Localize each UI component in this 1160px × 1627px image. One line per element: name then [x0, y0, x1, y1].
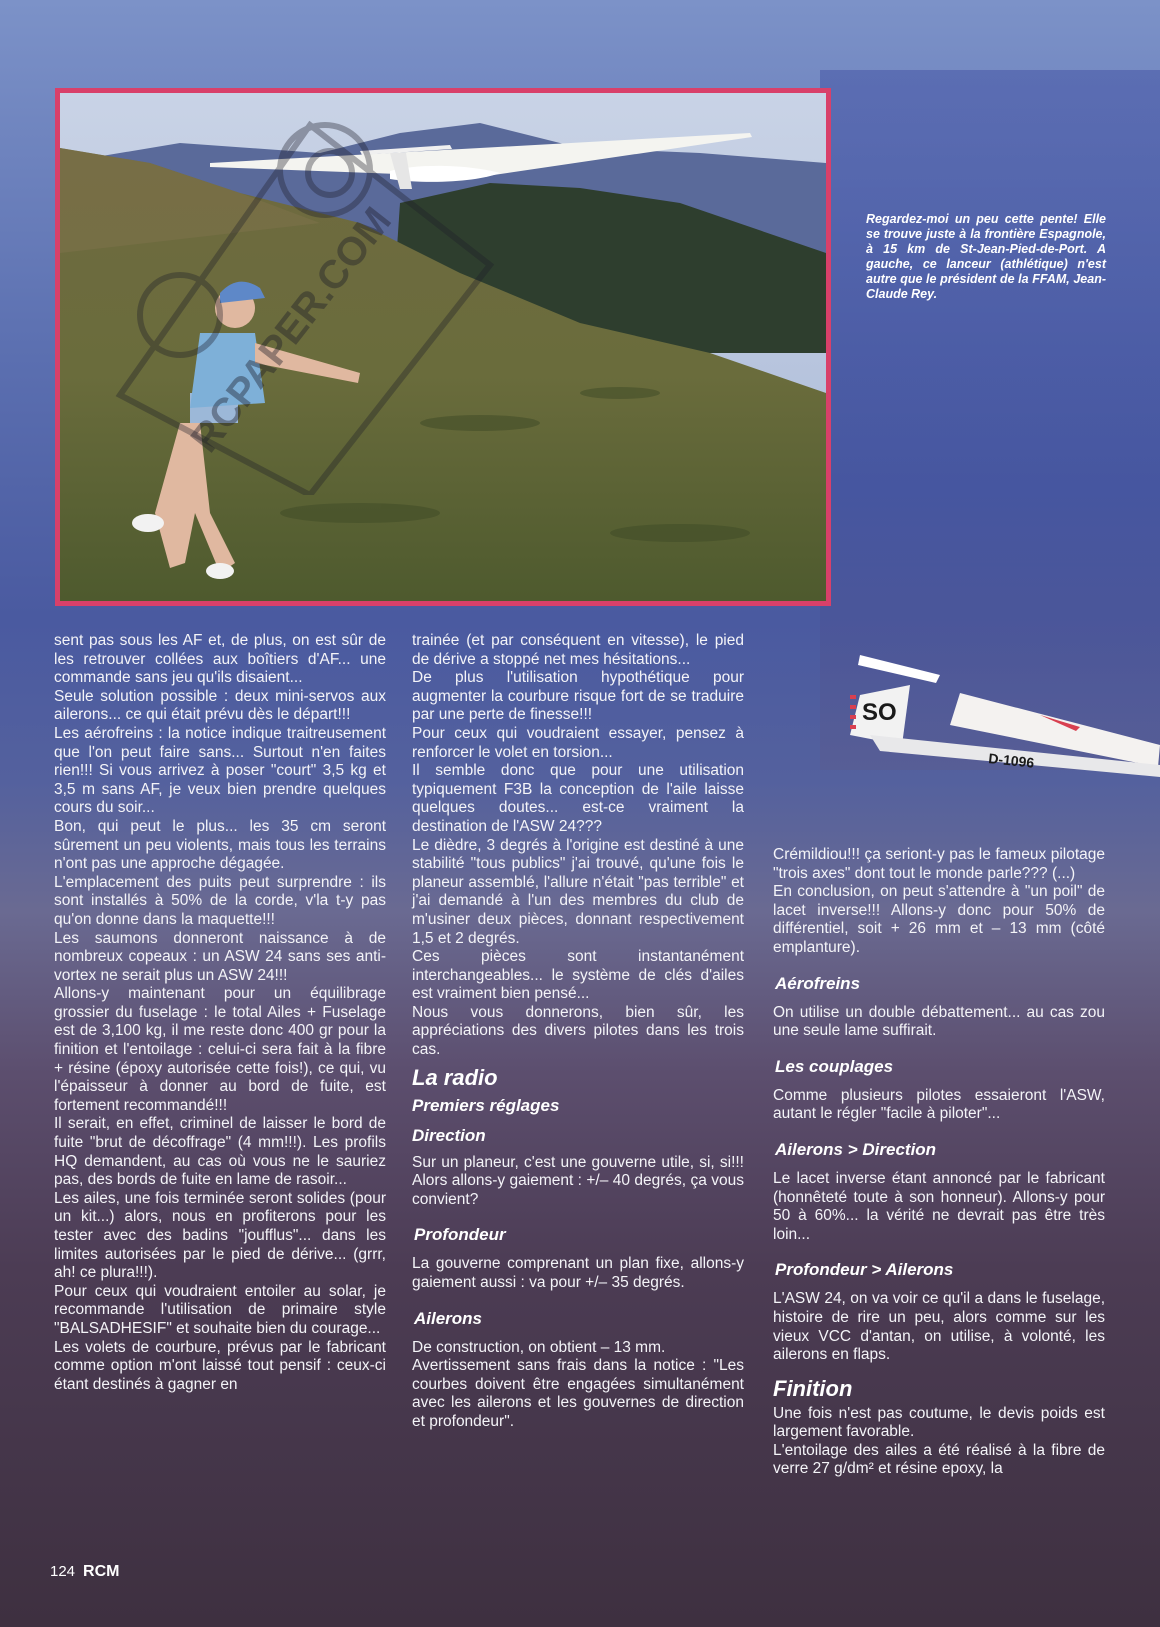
paragraph: De construction, on obtient – 13 mm.	[412, 1338, 666, 1356]
paragraph: Ces pièces sont instantanément interchangeables... le système de clés d'ailes est vraiment bien pensé...	[412, 948, 744, 1003]
paragraph: L'ASW 24, on va voir ce qu'il a dans le fuselage, histoire de rire un peu, alors comme sur les vieux VCC d'antan, on utilise, à volonté, les ailerons en flaps.	[773, 1290, 1105, 1364]
watermark-text: RCPAPER.COM	[182, 199, 400, 461]
paragraph: Il semble donc que pour une utilisation typiquement F3B la conception de l'aile laisse quelques doutes... est-ce vraiment la destination de l'ASW 24???	[412, 762, 744, 835]
paragraph: Bon, qui peut le plus... les 35 cm seront sûrement un peu violents, mais tous les terrains n'ont pas une approche dégagée.	[54, 817, 386, 873]
paragraph: Sur un planeur, c'est une gouverne utile, si, si!!! Alors allons-y gaiement : +/– 40 degrés, ça vous convient?	[412, 1153, 744, 1208]
text-column-2	[412, 632, 744, 1432]
subheading-premiers-reglages: Premiers réglages	[412, 1095, 560, 1115]
paragraph: En conclusion, on peut s'attendre à "un poil" de lacet inverse!!! Allons-y donc pour 50% de différentiel, soit + 26 mm et – 13 mm (côté emplanture).	[773, 883, 1105, 956]
magazine-name: RCM	[83, 1563, 120, 1580]
paragraph: L'emplacement des puits peut surprendre : ils sont installés à 50% de la corde, v'la t-y pas qu'on donne dans la maquette!!!	[54, 873, 386, 928]
subheading-les-couplages: Les couplages	[775, 1056, 894, 1076]
glider-fin-code: SO	[862, 699, 897, 726]
paragraph: Les ailes, une fois terminée seront solides (pour un kit...) alors, nous en profiterons pour les tester avec des badins "joufflus"... dans les limites autorisées par le pied de dérive... (grrr, ah! ce plura!!!).	[54, 1189, 386, 1282]
section-heading-la-radio: La radio	[412, 1064, 498, 1090]
paragraph: Nous vous donnerons, bien sûr, les appréciations des divers pilotes dans les trois cas.	[412, 1003, 744, 1059]
paragraph: Le lacet inverse étant annoncé par le fabricant (honnêteté toute à son honneur). Allons-y pour 50 à 60%... la vérité ne devrait pas être très loin...	[773, 1169, 1105, 1243]
text-column-3	[773, 846, 1105, 1479]
subheading-ailerons-direction: Ailerons > Direction	[775, 1139, 937, 1159]
section-heading-finition: Finition	[773, 1375, 853, 1401]
paragraph: Les volets de courbure, prévus par le fabricant comme option m'ont laissé tout pensif : ceux-ci étant destinés à gagner en	[54, 1338, 386, 1393]
paragraph: Seule solution possible : deux mini-servos aux ailerons... ce qui était prévu dès le départ!!!	[54, 687, 386, 724]
paragraph: Le dièdre, 3 degrés à l'origine est destiné à une stabilité "tous publics" j'ai trouvé, qu'une fois le planeur assemblé, l'allure n'était "pas terrible" et j'ai demandé à l'un des membres du club de m'usiner deux pièces, donnant respectivement 1,5 et 2 degrés.	[412, 836, 744, 947]
subheading-profondeur-ailerons: Profondeur > Ailerons	[775, 1260, 954, 1280]
page-footer	[50, 1563, 119, 1581]
paragraph: Comme plusieurs pilotes essaieront l'ASW, autant le régler "facile à piloter"...	[773, 1086, 1105, 1123]
paragraph: sent pas sous les AF et, de plus, on est sûr de les retrouver collées aux boîtiers d'AF... une commande sans jeu qu'ils disaient...	[54, 632, 386, 687]
paragraph: La gouverne comprenant un plan fixe, allons-y gaiement aussi : va pour +/– 35 degrés.	[412, 1255, 744, 1292]
paragraph: Crémildiou!!! ça seriont-y pas le fameux pilotage "trois axes" dont tout le monde parle??? (...)	[773, 846, 1105, 882]
paragraph: Il serait, en effet, criminel de laisser le bord de fuite "brut de décoffrage" (4 mm!!!). Les profils HQ demandent, au cas où vous ne le sauriez pas, des bords de fuite en lame de rasoir...	[54, 1115, 386, 1189]
photo-caption: Regardez-moi un peu cette pente! Elle se trouve juste à la frontière Espagnole, à 15 km de St-Jean-Pied-de-Port. A gauche, ce lanceur (athlétique) n'est autre que le président de la FFAM, Jean-Claude Rey.	[866, 212, 1106, 301]
paragraph: Pour ceux qui voudraient entoiler au solar, je recommande l'utilisation de primaire style "BALSADHESIF" et souhaite bien du courage...	[54, 1282, 386, 1337]
subheading-profondeur: Profondeur	[414, 1225, 506, 1245]
watermark-stamp	[90, 95, 510, 495]
page-number: 124	[50, 1563, 76, 1580]
paragraph: Une fois n'est pas coutume, le devis poids est largement favorable.	[773, 1404, 1105, 1441]
paragraph: De plus l'utilisation hypothétique pour augmenter la courbure risque fort de se traduire par une perte de finesse!!!	[412, 669, 744, 724]
paragraph: trainée (et par conséquent en vitesse), le pied de dérive a stoppé net mes hésitations...	[412, 632, 744, 668]
subheading-ailerons: Ailerons	[414, 1308, 483, 1328]
paragraph: Pour ceux qui voudraient essayer, pensez à renforcer le volet en torsion...	[412, 724, 744, 761]
glider-tail-illustration	[840, 655, 1160, 805]
paragraph: Allons-y maintenant pour un équilibrage grossier du fuselage : le total Ailes + Fuselage est de 3,100 kg, il me reste donc 400 gr pour la finition et l'entoilage : celui-ci sera fait à la fibre + résine (époxy autorisée cette fois!), ce qui, vu l'épaisseur à donner au bord de fuite, est fortement recommandé!!!	[54, 985, 386, 1114]
subheading-aerofreins: Aérofreins	[775, 973, 861, 993]
paragraph: Les saumons donneront naissance à de nombreux copeaux : un ASW 24 sans ses anti-vortex ne serait plus un ASW 24!!!	[54, 929, 386, 984]
paragraph: Avertissement sans frais dans la notice : "Les courbes doivent être engagées simultanément avec les ailerons et les gouvernes de direction et profondeur".	[412, 1357, 744, 1430]
paragraph: On utilise un double débattement... au cas zou une seule lame suffirait.	[773, 1003, 1105, 1040]
glider-registration: D-1096	[987, 750, 1036, 771]
text-column-1	[54, 632, 386, 1394]
paragraph: L'entoilage des ailes a été réalisé à la fibre de verre 27 g/dm² et résine epoxy, la	[773, 1441, 1105, 1478]
subheading-direction: Direction	[412, 1125, 486, 1145]
paragraph: Les aérofreins : la notice indique traitreusement que l'on peut faire sans... Surtout n'en faites rien!!! Si vous arrivez à poser "court" 3,5 kg et 3,5 m sans AF, je veux bien prendre quelques cours du soir...	[54, 724, 386, 817]
